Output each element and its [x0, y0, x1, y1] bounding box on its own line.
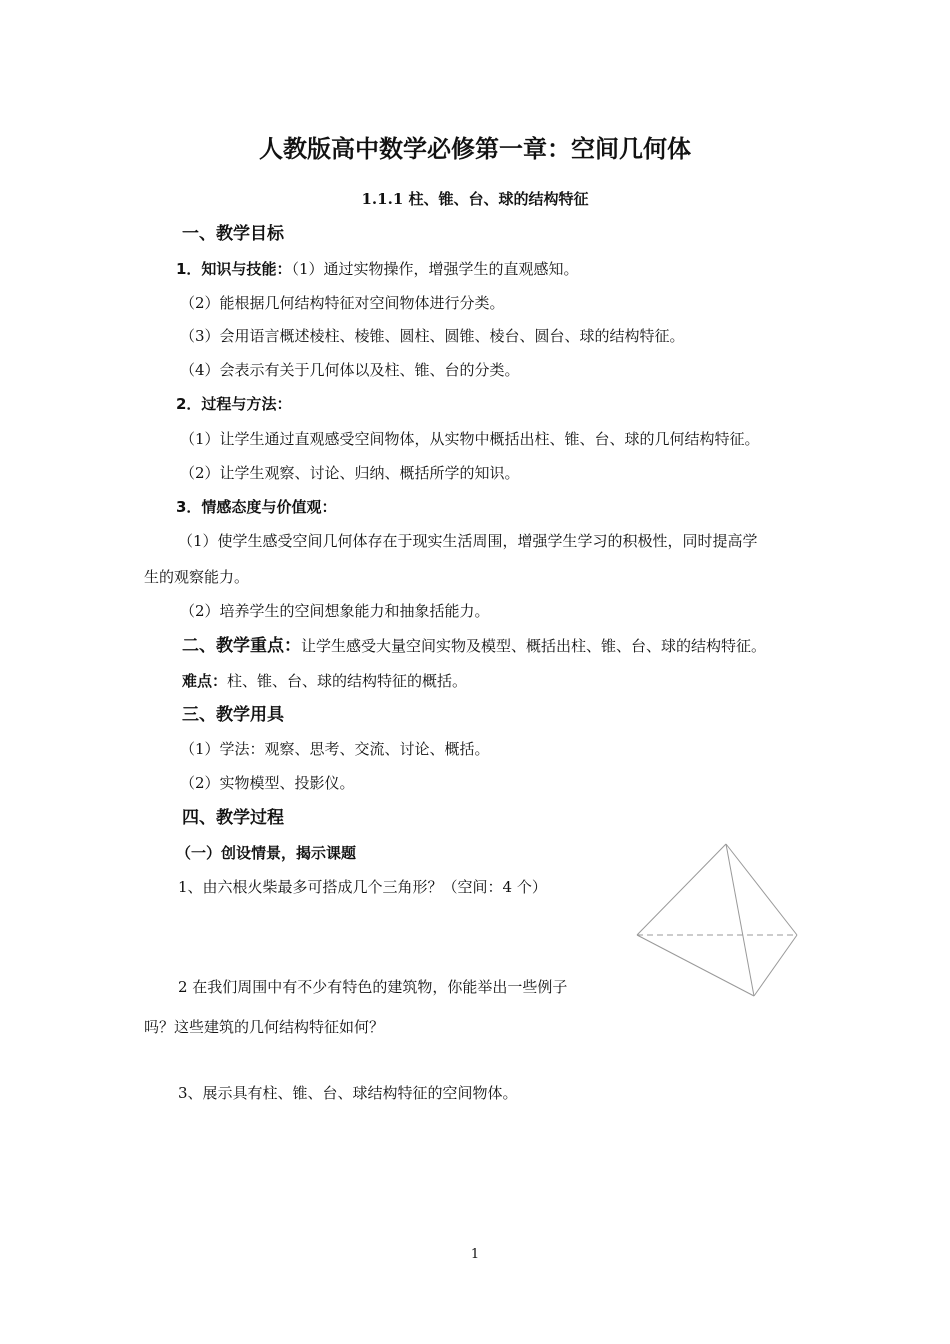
document-subtitle: 1.1.1 柱、锥、台、球的结构特征	[361, 190, 589, 208]
key-points-label: 二、教学重点：	[182, 636, 301, 656]
process-item-2: （2）让学生观察、讨论、归纳、概括所学的知识。	[180, 464, 520, 482]
edge-left-front	[637, 935, 754, 996]
knowledge-item-4: （4）会表示有关于几何体以及柱、锥、台的分类。	[180, 361, 520, 379]
knowledge-item-1: （1）通过实物操作，增强学生的直观感知。	[291, 260, 579, 278]
heading-tools: 三、教学用具	[182, 705, 284, 725]
difficulty-label: 难点：	[182, 672, 228, 690]
edge-apex-right	[726, 844, 797, 935]
knowledge-item-3: （3）会用语言概述棱柱、棱锥、圆柱、圆锥、棱台、圆台、球的结构特征。	[180, 327, 685, 345]
emotion-item-1-line-2: 生的观察能力。	[144, 568, 250, 586]
key-points-text: 让学生感受大量空间实物及模型、概括出柱、锥、台、球的结构特征。	[301, 637, 767, 655]
edge-apex-left	[637, 844, 726, 935]
knowledge-label: 1．知识与技能：	[176, 260, 292, 278]
question-1: 1、由六根火柴最多可搭成几个三角形？（空间：4 个）	[178, 878, 547, 896]
knowledge-item-2: （2）能根据几何结构特征对空间物体进行分类。	[180, 294, 505, 312]
heading-goals: 一、教学目标	[182, 224, 284, 244]
heading-intro: （一）创设情景，揭示课题	[176, 844, 357, 862]
page-number: 1	[470, 1247, 480, 1262]
edge-right-front	[754, 935, 797, 996]
tools-item-2: （2）实物模型、投影仪。	[180, 774, 355, 792]
edge-apex-front	[726, 844, 754, 996]
difficulty-text: 柱、锥、台、球的结构特征的概括。	[227, 672, 468, 690]
document-title: 人教版高中数学必修第一章：空间几何体	[259, 135, 691, 163]
heading-process: 四、教学过程	[182, 808, 284, 828]
question-2-line-1: 2 在我们周围中有不少有特色的建筑物，你能举出一些例子	[178, 978, 568, 996]
question-2-line-2: 吗？这些建筑的几何结构特征如何？	[144, 1018, 385, 1036]
process-label: 2．过程与方法：	[176, 395, 292, 413]
knowledge-line-1	[176, 258, 579, 280]
question-3: 3、展示具有柱、锥、台、球结构特征的空间物体。	[178, 1084, 518, 1102]
process-item-1: （1）让学生通过直观感受空间物体，从实物中概括出柱、锥、台、球的几何结构特征。	[180, 430, 760, 448]
tools-item-1: （1）学法：观察、思考、交流、讨论、概括。	[180, 740, 490, 758]
tetrahedron-figure	[634, 842, 804, 1002]
emotion-item-1-line-1: （1）使学生感受空间几何体存在于现实生活周围，增强学生学习的积极性，同时提高学	[178, 532, 758, 550]
emotion-item-2: （2）培养学生的空间想象能力和抽象括能力。	[180, 602, 490, 620]
emotion-label: 3．情感态度与价值观：	[176, 498, 337, 516]
key-points-line	[182, 634, 766, 658]
difficulty-line	[182, 670, 467, 692]
